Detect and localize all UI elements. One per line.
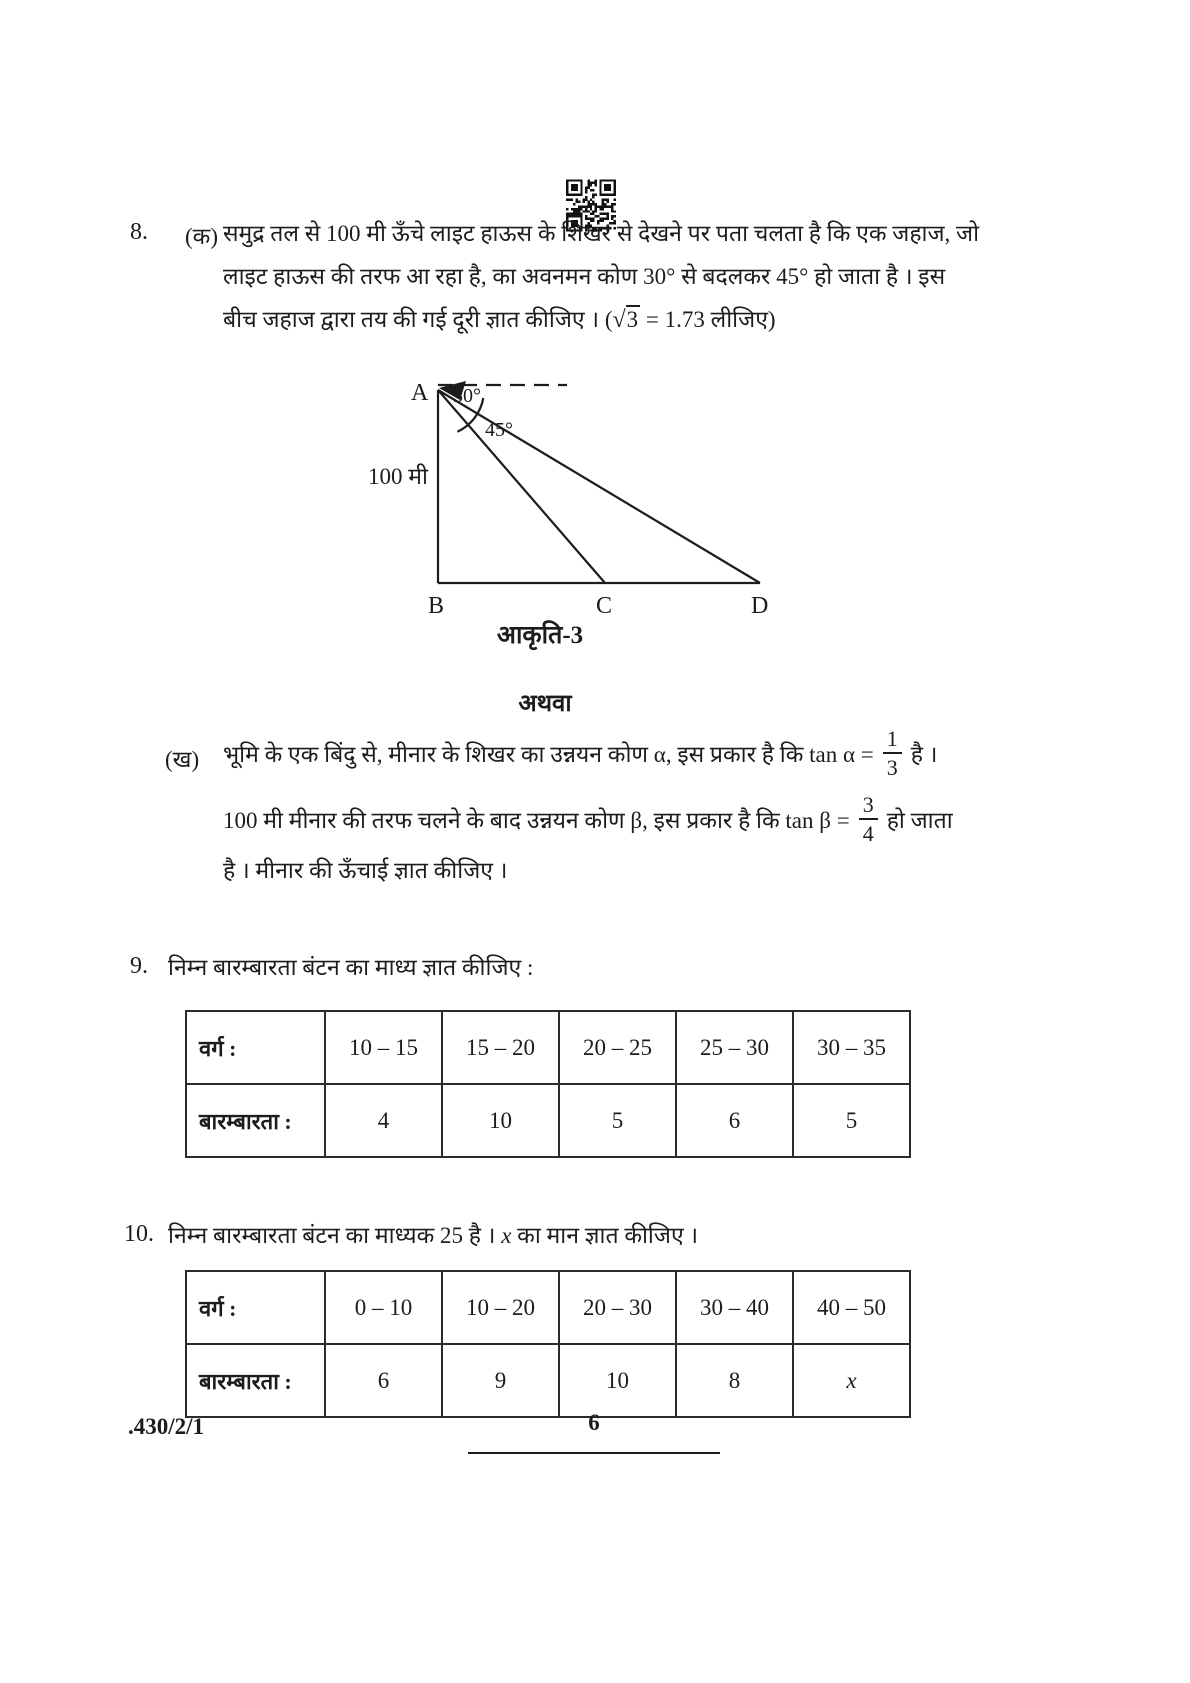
height-label: 100 मी — [368, 464, 428, 489]
frequency-cell: 10 — [559, 1344, 676, 1417]
frequency-cell: 8 — [676, 1344, 793, 1417]
q8-part-b-label: (ख) — [165, 747, 200, 772]
frequency-cell: 9 — [442, 1344, 559, 1417]
q10-text-pre: निम्न बारम्बारता बंटन का माध्यक 25 है । — [168, 1223, 502, 1248]
q8-part-a-line-3 — [223, 305, 776, 336]
class-label-cell: वर्ग : — [186, 1271, 325, 1344]
q8-line3-pre: बीच जहाज द्वारा तय की गई दूरी ज्ञात कीजिए । ( — [223, 307, 613, 332]
q10-text-post: का मान ज्ञात कीजिए । — [511, 1223, 699, 1248]
table-row-frequencies — [186, 1084, 910, 1157]
q8-part-b-line-1 — [223, 722, 937, 784]
fraction-numerator: 3 — [862, 791, 874, 817]
angle-45-label: 45° — [485, 419, 513, 441]
class-range-cell: 10 – 15 — [325, 1011, 442, 1084]
paper-code: .430/2/1 — [128, 1414, 205, 1439]
qr-finder-top-right — [599, 179, 616, 196]
frequency-cell: 10 — [442, 1084, 559, 1157]
q10-frequency-table — [185, 1270, 911, 1418]
qr-finder-top-left — [566, 179, 583, 196]
fraction-numerator: 1 — [886, 725, 898, 751]
vertex-label-A: A — [411, 380, 429, 406]
q8b-line1-post: है । — [910, 742, 938, 767]
question-10-text — [168, 1221, 698, 1251]
q9-frequency-table — [185, 1010, 911, 1158]
q8b-line1-pre: भूमि के एक बिंदु से, मीनार के शिखर का उन्नयन कोण α, इस प्रकार है कि tan α = — [223, 742, 874, 767]
radicand: 3 — [626, 307, 639, 332]
class-range-cell: 25 – 30 — [676, 1011, 793, 1084]
class-range-cell: 40 – 50 — [793, 1271, 910, 1344]
fraction-denominator: 4 — [859, 818, 878, 845]
frequency-cell: 6 — [325, 1344, 442, 1417]
table-row-frequencies — [186, 1344, 910, 1417]
vertex-label-B: B — [428, 593, 445, 619]
question-9-text: निम्न बारम्बारता बंटन का माध्य ज्ञात कीजिए : — [168, 955, 534, 980]
frequency-label-cell: बारम्बारता : — [186, 1344, 325, 1417]
class-range-cell: 15 – 20 — [442, 1011, 559, 1084]
q8-part-a-label: (क) — [185, 224, 218, 249]
variable-x: x — [501, 1223, 512, 1248]
frequency-cell: 5 — [793, 1084, 910, 1157]
or-separator: अथवा — [518, 691, 572, 717]
class-range-cell: 0 – 10 — [325, 1271, 442, 1344]
class-range-cell: 30 – 35 — [793, 1011, 910, 1084]
lighthouse-triangle-figure — [335, 350, 785, 633]
question-10-number: 10. — [124, 1221, 154, 1247]
page-number-rule — [468, 1452, 720, 1454]
page-number: 6 — [588, 1410, 600, 1435]
q8-part-b-line-3: है । मीनार की ऊँचाई ज्ञात कीजिए । — [223, 858, 508, 883]
fraction-three-fourths — [859, 793, 878, 845]
class-range-cell: 30 – 40 — [676, 1271, 793, 1344]
question-8-number: 8. — [130, 219, 148, 245]
line-AC — [438, 390, 605, 583]
q8-part-b-line-2 — [223, 788, 953, 850]
q8b-line2-pre: 100 मी मीनार की तरफ चलने के बाद उन्नयन कोण β, इस प्रकार है कि tan β = — [223, 808, 850, 833]
fraction-denominator: 3 — [883, 752, 902, 779]
q8b-line2-post: हो जाता — [886, 808, 953, 833]
vertex-label-D: D — [751, 593, 769, 619]
q8-part-a-line-2: लाइट हाऊस की तरफ आ रहा है, का अवनमन कोण 30° से बदलकर 45° हो जाता है । इस — [223, 264, 946, 289]
frequency-cell: 4 — [325, 1084, 442, 1157]
frequency-cell: 6 — [676, 1084, 793, 1157]
fraction-one-third — [883, 727, 902, 779]
frequency-cell: 5 — [559, 1084, 676, 1157]
frequency-label-cell: बारम्बारता : — [186, 1084, 325, 1157]
q8-part-a-line-1: समुद्र तल से 100 मी ऊँचे लाइट हाऊस के शिखर से देखने पर पता चलता है कि एक जहाज, जो — [223, 221, 980, 246]
angle-30-label: 30° — [453, 385, 481, 407]
class-range-cell: 20 – 30 — [559, 1271, 676, 1344]
frequency-cell-x: x — [793, 1344, 910, 1417]
class-range-cell: 10 – 20 — [442, 1271, 559, 1344]
table-row-classes — [186, 1011, 910, 1084]
table-row-classes — [186, 1271, 910, 1344]
vertex-label-C: C — [596, 593, 613, 619]
q8-line3-post: = 1.73 लीजिए) — [640, 307, 776, 332]
class-range-cell: 20 – 25 — [559, 1011, 676, 1084]
question-9-number: 9. — [130, 953, 148, 979]
figure-caption: आकृति-3 — [496, 622, 584, 649]
radical-sign: √ — [612, 307, 626, 333]
class-label-cell: वर्ग : — [186, 1011, 325, 1084]
